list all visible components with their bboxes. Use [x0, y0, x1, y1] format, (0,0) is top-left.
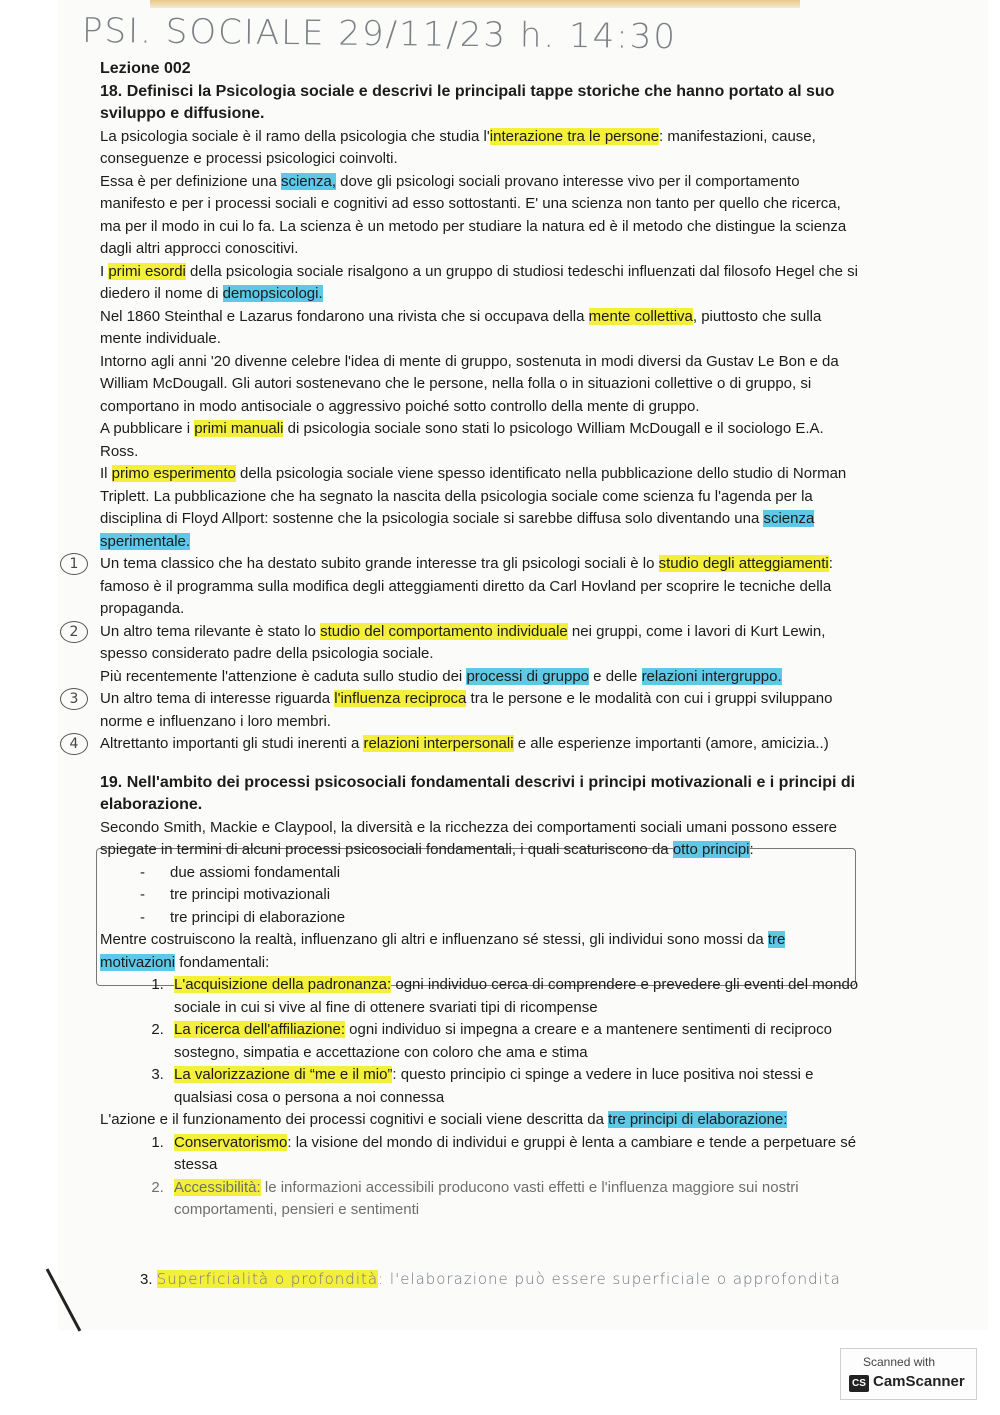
highlight: relazioni intergruppo. — [641, 667, 782, 685]
q19-paragraph — [100, 817, 860, 862]
list-item — [168, 1064, 860, 1109]
text: : questo principio ci spinge a vedere in luce positiva noi stessi e qualsiasi cosa o persona a noi connessa — [174, 1066, 814, 1106]
theme-2 — [69, 621, 860, 666]
page-fold-shadow — [150, 0, 800, 8]
text: L'azione e il funzionamento dei processi cognitivi e sociali viene descritta da — [100, 1111, 609, 1128]
circled-number: 1 — [60, 553, 88, 575]
list-item — [168, 1019, 860, 1064]
q18-paragraph — [100, 171, 860, 261]
highlight: mente collettiva — [588, 307, 693, 325]
highlight: scienza sperimentale. — [100, 510, 815, 550]
q19-paragraph — [100, 1109, 860, 1132]
text: I — [100, 262, 109, 280]
text: A pubblicare i — [100, 420, 195, 437]
watermark-brand: CamScanner — [873, 1373, 965, 1390]
text: ogni individuo si impegna a creare e a mantenere sentimenti di reciproco sostegno, simpatia e accettazione con coloro che ama e stima — [174, 1021, 832, 1061]
list-item — [168, 974, 860, 1019]
principles-list — [100, 862, 860, 930]
highlight: La ricerca dell'affiliazione: — [174, 1021, 346, 1038]
text: tra le persone e le modalità con cui i gruppi sviluppano norme e influenzano i loro membri. — [100, 690, 833, 730]
circled-number: 4 — [60, 733, 88, 755]
text: di psicologia sociale sono stati lo psicologo William McDougall e il sociologo E.A. Ross. — [100, 420, 824, 460]
q18-paragraph — [100, 463, 860, 553]
document-body — [69, 58, 860, 1222]
q18-paragraph — [100, 666, 860, 689]
text: Secondo Smith, Mackie e Claypool, la diversità e la ricchezza dei comportamenti sociali umani possono essere spiegate in termini di alcuni processi psicosociali fondamentali, i quali scaturiscono da — [100, 818, 838, 858]
text: Più recentemente l'attenzione è caduta sullo studio dei — [100, 667, 467, 685]
text: Un tema classico che ha destato subito grande interesse tra gli psicologi sociali è lo — [100, 555, 659, 572]
text: Nel 1860 Steinthal e Lazarus fondarono una rivista che si occupava della — [100, 307, 589, 325]
text: le informazioni accessibili producono vasti effetti e l'influenza maggiore sui nostri comportamenti, pensieri e sentimenti — [174, 1178, 799, 1218]
highlight: interazione tra le persone — [489, 127, 660, 145]
circled-number: 3 — [60, 688, 88, 710]
highlight: primo esperimento — [111, 465, 236, 482]
text: e delle — [589, 667, 642, 685]
list-item: - tre principi motivazionali — [140, 884, 860, 907]
highlight: studio degli atteggiamenti — [658, 555, 829, 572]
q18-paragraph — [100, 306, 860, 351]
highlight: scienza, — [280, 172, 336, 190]
q19-paragraph — [100, 929, 860, 974]
handwritten-text: : l'elaborazione può essere superficiale o approfondita — [378, 1270, 841, 1288]
handwritten-highlight: Superficialità o profondità — [156, 1270, 379, 1288]
text: Mentre costruiscono la realtà, influenzano gli altri e influenzano sé stessi, gli individui sono mossi da — [100, 931, 768, 948]
scanner-watermark — [840, 1348, 977, 1400]
spacer — [100, 756, 860, 772]
highlight: La valorizzazione di “me e il mio” — [174, 1066, 393, 1083]
theme-1 — [69, 553, 860, 621]
highlight: tre principi di elaborazione: — [608, 1111, 788, 1128]
camscanner-logo-icon: CS — [849, 1375, 869, 1392]
text: Un altro tema rilevante è stato lo — [100, 622, 321, 640]
motivations-list — [100, 974, 860, 1109]
highlight: L'acquisizione della padronanza: — [174, 976, 392, 993]
text: e alle esperienze importanti (amore, amicizia..) — [513, 735, 829, 752]
q18-paragraph — [100, 126, 860, 171]
text: nei gruppi, come i lavori di Kurt Lewin, spesso considerato padre della psicologia sociale. — [100, 622, 826, 662]
handwritten-item-3 — [140, 1270, 920, 1288]
text: La psicologia sociale è il ramo della psicologia che studia l' — [100, 127, 490, 145]
text: fondamentali: — [175, 953, 270, 971]
text: Altrettanto importanti gli studi inerenti a — [100, 735, 364, 752]
watermark-caption: Scanned with — [863, 1355, 936, 1369]
handwritten-header: PSI. SOCIALE 29/11/23 h. 14:30 — [81, 10, 678, 58]
theme-3 — [69, 688, 860, 733]
text: , piuttosto che sulla mente individuale. — [100, 307, 822, 347]
highlight: primi manuali — [194, 420, 284, 437]
highlight: tre motivazioni — [100, 931, 786, 971]
text: : la visione del mondo di individui e gruppi è lenta a cambiare e tende a perpetuare sé stessa — [174, 1133, 857, 1173]
q18-paragraph: Intorno agli anni '20 divenne celebre l'idea di mente di gruppo, sostenuta in modi diversi da Gustav Le Bon e da William McDougall. Gli autori sostenevano che le persone, nella folla o in situazioni collettive o di gruppo, si comportano in modo antisociale o aggressivo poiché sotto controllo della mente di gruppo. — [100, 352, 839, 415]
circled-number: 2 — [60, 621, 88, 643]
text: : manifestazioni, cause, conseguenze e processi psicologici coinvolti. — [100, 127, 816, 167]
list-item: - tre principi di elaborazione — [140, 907, 860, 930]
q18-paragraph — [100, 261, 860, 306]
text: : — [749, 841, 754, 858]
lesson-title: Lezione 002 — [100, 60, 191, 77]
highlight: studio del comportamento individuale — [320, 622, 568, 640]
highlight: otto principi — [672, 841, 750, 858]
text: Essa è per definizione una — [100, 172, 281, 190]
text: : famoso è il programma sulla modifica degli atteggiamenti diretto da Carl Hovland per scoprire le tecniche della propaganda. — [100, 555, 833, 617]
list-item: - due assiomi fondamentali — [140, 862, 860, 885]
highlight: l'influenza reciproca — [334, 690, 467, 707]
text: dove gli psicologi sociali provano interesse vivo per il comportamento manifesto e per i processi sociali e cognitivi ad esso sottostanti. E' una scienza non tanto per quello che ricerca, ma per il modo in cui lo fa. La scienza è un metodo per studiare la natura ed è il metodo che distingue la scienza dagli altri approcci conoscitivi. — [100, 172, 847, 257]
question-19-title: 19. Nell'ambito dei processi psicosociali fondamentali descrivi i principi motivazionali e i principi di elaborazione. — [100, 773, 856, 813]
list-item — [168, 1177, 860, 1222]
highlight: Accessibilità: — [174, 1178, 261, 1196]
text: ogni individuo cerca di comprendere e prevedere gli eventi del mondo sociale in cui si vive al fine di ottenere svariati tipi di ricompense — [174, 976, 859, 1016]
highlight: relazioni interpersonali — [363, 735, 514, 752]
text: della psicologia sociale viene spesso identificato nella pubblicazione dello studio di Norman Triplett. La pubblicazione che ha segnato la nascita della psicologia sociale come scienza fu l'agenda per la disciplina di Floyd Allport: sostenne che la psicologia sociale si sarebbe diffusa solo diventando una — [100, 465, 847, 527]
highlight: demopsicologi. — [222, 285, 323, 302]
question-18-title: 18. Definisci la Psicologia sociale e descrivi le principali tappe storiche che hanno portato al suo sviluppo e diffusione. — [100, 82, 835, 122]
highlight: primi esordi — [108, 262, 186, 280]
text: Il — [100, 465, 112, 482]
elaboration-list — [100, 1132, 860, 1222]
list-item — [168, 1132, 860, 1177]
theme-4 — [69, 733, 860, 756]
highlight: processi di gruppo — [466, 667, 590, 685]
text: Un altro tema di interesse riguarda — [100, 690, 335, 707]
highlight: Conservatorismo — [174, 1133, 288, 1151]
item-number: 3. — [140, 1271, 153, 1288]
q18-paragraph — [100, 418, 860, 463]
text: della psicologia sociale risalgono a un gruppo di studiosi tedeschi influenzati dal filosofo Hegel che si diedero il nome di — [100, 262, 858, 302]
